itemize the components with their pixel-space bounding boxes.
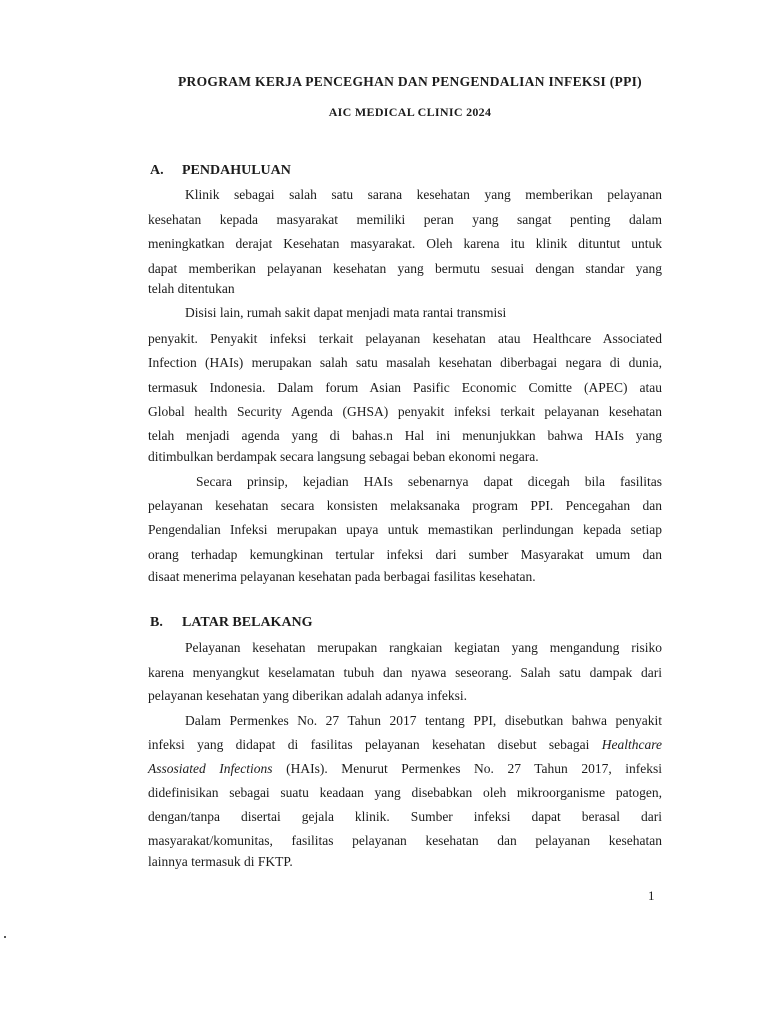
document-title: PROGRAM KERJA PENCEGHAN DAN PENGENDALIAN INFEKSI (PPI) [178, 74, 642, 89]
paragraph-line: masyarakat/komunitas, fasilitas pelayanan kesehatan dan pelayanan kesehatan [148, 833, 662, 848]
paragraph-line: Secara prinsip, kejadian HAIs sebenarnya dapat dicegah bila fasilitas [196, 474, 662, 489]
section-a-heading [150, 163, 291, 179]
italic-term: Assosiated Infections [148, 761, 273, 776]
paragraph-line: dapat memberikan pelayanan kesehatan yang bermutu sesuai dengan standar yang [148, 261, 662, 276]
paragraph-line: dengan/tanpa disertai gejala klinik. Sumber infeksi dapat berasal dari [148, 809, 662, 824]
paragraph-line: lainnya termasuk di FKTP. [148, 854, 293, 869]
paragraph-line: Dalam Permenkes No. 27 Tahun 2017 tentang PPI, disebutkan bahwa penyakit [185, 713, 662, 728]
paragraph-line: Pengendalian Infeksi merupakan upaya untuk memastikan perlindungan kepada setiap [148, 522, 662, 537]
italic-term: Healthcare [601, 737, 662, 752]
paragraph-text: (HAIs). Menurut Permenkes No. 27 Tahun 2017, infeksi [286, 761, 662, 776]
paragraph-line: didefinisikan sebagai suatu keadaan yang disebabkan oleh mikroorganisme patogen, [148, 785, 662, 800]
document-subtitle: AIC MEDICAL CLINIC 2024 [328, 105, 492, 119]
paragraph-line: penyakit. Penyakit infeksi terkait pelayanan kesehatan atau Healthcare Associated [148, 331, 662, 346]
section-b-title: LATAR BELAKANG [182, 615, 313, 630]
section-b-heading [150, 615, 313, 631]
paragraph-line: Infection (HAIs) merupakan salah satu masalah kesehatan diberbagai negara di dunia, [148, 355, 662, 370]
paragraph-line: termasuk Indonesia. Dalam forum Asian Pasific Economic Comitte (APEC) atau [148, 380, 662, 395]
paragraph-line: Global health Security Agenda (GHSA) penyakit infeksi terkait pelayanan kesehatan [148, 404, 662, 419]
section-b-letter: B. [150, 615, 163, 630]
paragraph-line: Klinik sebagai salah satu sarana kesehatan yang memberikan pelayanan [185, 187, 662, 202]
paragraph-line: kesehatan kepada masyarakat memiliki peran yang sangat penting dalam [148, 212, 662, 227]
paragraph-text: infeksi yang didapat di fasilitas pelayanan kesehatan disebut sebagai [148, 737, 590, 752]
paragraph-line: orang terhadap kemungkinan tertular infeksi dari sumber Masyarakat umum dan [148, 547, 662, 562]
section-a-title: PENDAHULUAN [182, 163, 291, 178]
scan-speck [4, 936, 6, 938]
paragraph-line: disaat menerima pelayanan kesehatan pada berbagai fasilitas kesehatan. [148, 569, 536, 584]
paragraph-line: ditimbulkan berdampak secara langsung sebagai beban ekonomi negara. [148, 449, 539, 464]
paragraph-line: telah ditentukan [148, 281, 235, 296]
page-number: 1 [648, 888, 655, 903]
paragraph-line [148, 736, 662, 754]
paragraph-line: Disisi lain, rumah sakit dapat menjadi mata rantai transmisi [185, 305, 507, 320]
paragraph-line: pelayanan kesehatan yang diberikan adalah adanya infeksi. [148, 688, 467, 703]
paragraph-line: meningkatkan derajat Kesehatan masyarakat. Oleh karena itu klinik dituntut untuk [148, 236, 662, 251]
section-a-letter: A. [150, 163, 164, 178]
paragraph-line: pelayanan kesehatan secara konsisten melaksanaka program PPI. Pencegahan dan [148, 498, 662, 513]
paragraph-line [148, 760, 662, 778]
paragraph-line: karena menyangkut keselamatan tubuh dan nyawa seseorang. Salah satu dampak dari [148, 665, 662, 680]
paragraph-line: telah menjadi agenda yang di bahas.n Hal ini menunjukkan bahwa HAIs yang [148, 428, 662, 443]
paragraph-line: Pelayanan kesehatan merupakan rangkaian kegiatan yang mengandung risiko [185, 640, 662, 655]
